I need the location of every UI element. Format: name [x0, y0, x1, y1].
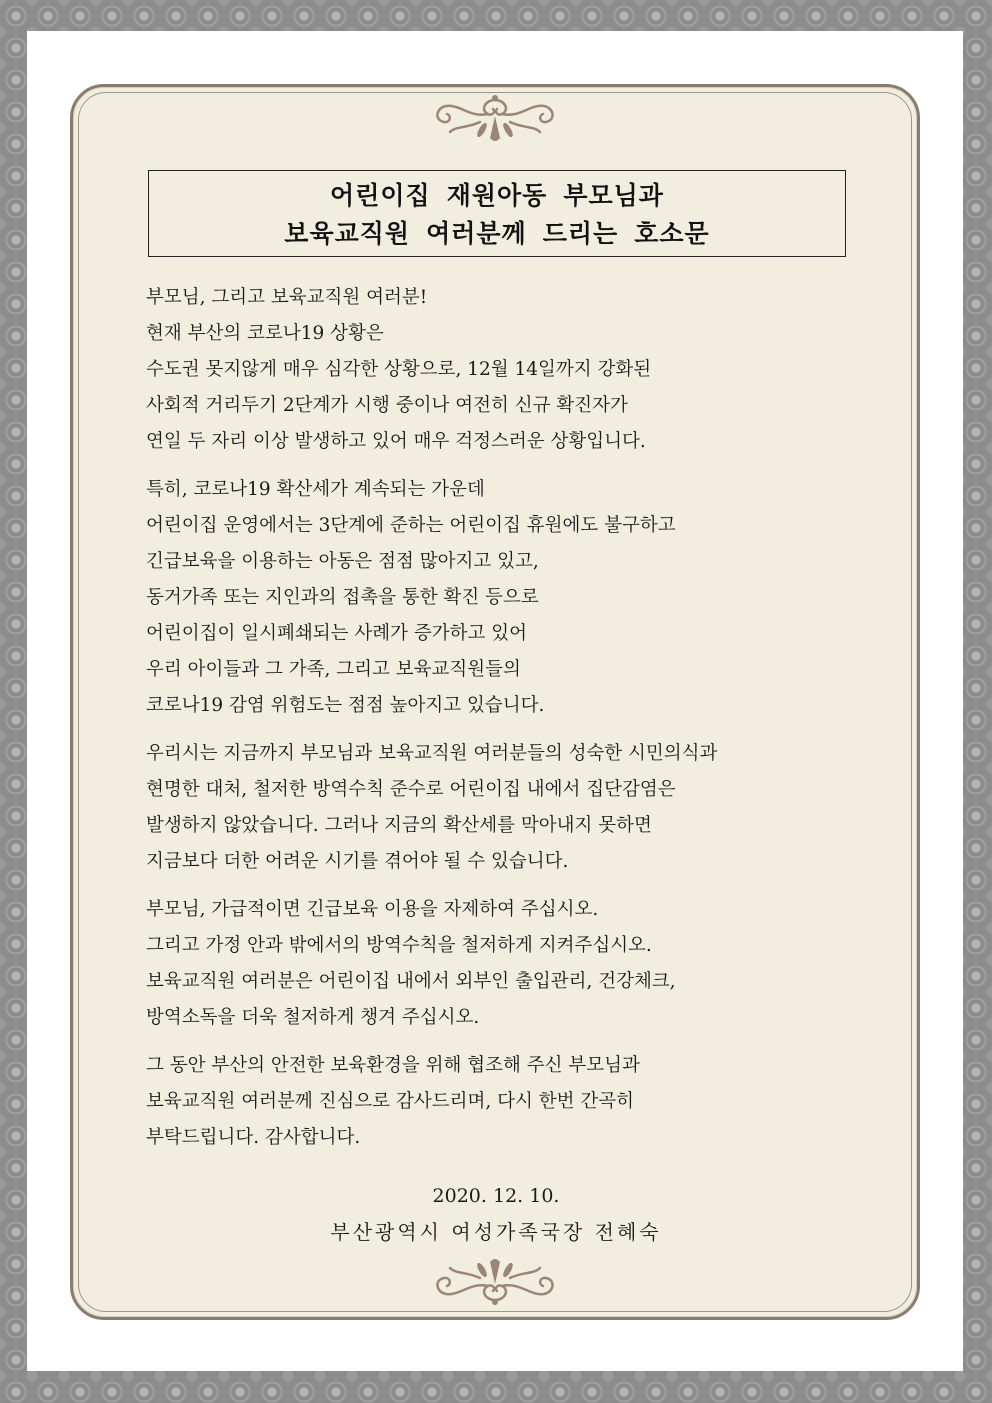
- paragraph-request: [146, 892, 866, 1036]
- title-line-1: 어린이집 재원아동 부모님과: [330, 181, 664, 210]
- body-line: 우리시는 지금까지 부모님과 보육교직원 여러분들의 성숙한 시민의식과: [146, 743, 718, 764]
- body-line: 그 동안 부산의 안전한 보육환경을 위해 협조해 주신 부모님과: [146, 1055, 640, 1076]
- paragraph-achievement: [146, 736, 866, 880]
- paragraph-thanks: [146, 1048, 866, 1156]
- body-line: 사회적 거리두기 2단계가 시행 중이나 여전히 신규 확진자가: [146, 395, 628, 416]
- ornament-flourish-bottom-icon: [430, 1252, 560, 1308]
- body-line: 연일 두 자리 이상 발생하고 있어 매우 걱정스러운 상황입니다.: [146, 431, 646, 452]
- body-line: 보육교직원 여러분께 진심으로 감사드리며, 다시 한번 간곡히: [146, 1091, 634, 1112]
- body-line: 특히, 코로나19 확산세가 계속되는 가운데: [146, 479, 485, 500]
- document-date: 2020. 12. 10.: [432, 1185, 560, 1207]
- body-line: 현명한 대처, 철저한 방역수칙 준수로 어린이집 내에서 집단감염은: [146, 779, 676, 800]
- appeal-body: [146, 280, 866, 1156]
- body-line: 어린이집 운영에서는 3단계에 준하는 어린이집 휴원에도 불구하고: [146, 515, 676, 536]
- body-line: 방역소독을 더욱 철저하게 챙겨 주십시오.: [146, 1007, 480, 1028]
- paragraph-intro: [146, 280, 866, 460]
- title-line-2: 보육교직원 여러분께 드리는 호소문: [284, 219, 710, 248]
- body-line: 부모님, 그리고 보육교직원 여러분!: [146, 287, 428, 308]
- body-line: 동거가족 또는 지인과의 접촉을 통한 확진 등으로: [146, 587, 539, 608]
- body-line: 코로나19 감염 위험도는 점점 높아지고 있습니다.: [146, 695, 545, 716]
- body-line: 현재 부산의 코로나19 상황은: [146, 323, 384, 344]
- ornament-flourish-top-icon: [430, 92, 560, 148]
- body-line: 부탁드립니다. 감사합니다.: [146, 1127, 361, 1148]
- paragraph-situation: [146, 472, 866, 724]
- title-box: [148, 170, 846, 257]
- body-line: 어린이집이 일시폐쇄되는 사례가 증가하고 있어: [146, 623, 527, 644]
- body-line: 발생하지 않았습니다. 그러나 지금의 확산세를 막아내지 못하면: [146, 815, 652, 836]
- body-line: 수도권 못지않게 매우 심각한 상황으로, 12월 14일까지 강화된: [146, 359, 652, 380]
- body-line: 긴급보육을 이용하는 아동은 점점 많아지고 있고,: [146, 551, 539, 572]
- body-line: 부모님, 가급적이면 긴급보육 이용을 자제하여 주십시오.: [146, 899, 599, 920]
- body-line: 우리 아이들과 그 가족, 그리고 보육교직원들의: [146, 659, 521, 680]
- body-line: 그리고 가정 안과 밖에서의 방역수칙을 철저하게 지켜주십시오.: [146, 935, 652, 956]
- body-line: 보육교직원 여러분은 어린이집 내에서 외부인 출입관리, 건강체크,: [146, 971, 676, 992]
- signature: 부산광역시 여성가족국장 전혜숙: [330, 1220, 662, 1244]
- body-line: 지금보다 더한 어려운 시기를 겪어야 될 수 있습니다.: [146, 851, 569, 872]
